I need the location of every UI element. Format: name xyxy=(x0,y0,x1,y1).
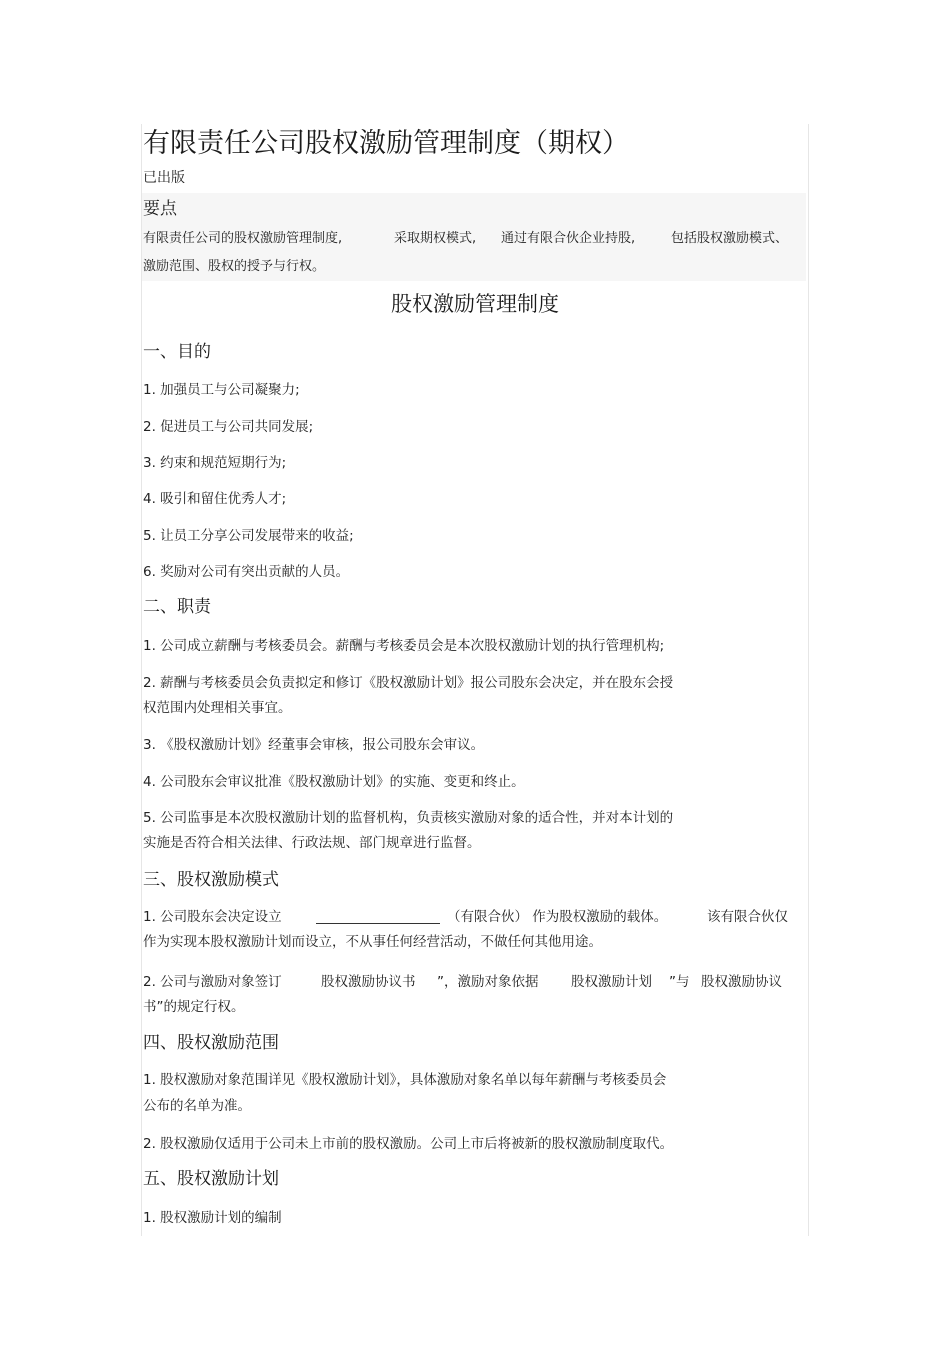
status-label: 已出版 xyxy=(143,170,185,186)
summary-text-1: 有限责任公司的股权激励管理制度, xyxy=(143,231,343,246)
list-item: 4. 吸引和留住优秀人才; xyxy=(143,491,287,507)
list-item: 2. 促进员工与公司共同发展; xyxy=(143,419,314,435)
blank-field xyxy=(316,907,440,927)
list-item: 5. 让员工分享公司发展带来的收益; xyxy=(143,528,354,544)
section-heading-purpose: 一、目的 xyxy=(143,342,211,362)
section-heading-model: 三、股权激励模式 xyxy=(143,870,279,890)
list-item-part: ”，激励对象依据 xyxy=(437,974,539,990)
list-item: 5. 公司监事是本次股权激励计划的监督机构，负责核实激励对象的适合性，并对本计划的 xyxy=(143,810,674,826)
summary-text-2: 采取期权模式, xyxy=(394,231,477,246)
list-item-continued: 权范围内处理相关事宜。 xyxy=(143,700,292,716)
blank-underline xyxy=(316,909,440,924)
list-item-tail: 该有限合伙仅 xyxy=(707,909,788,925)
list-item-part: 股权激励协议书 xyxy=(321,974,416,990)
list-item: 1. 股权激励对象范围详见《股权激励计划》，具体激励对象名单以每年薪酬与考核委员会 xyxy=(143,1072,667,1088)
summary-text-4: 包括股权激励模式、 xyxy=(671,231,789,246)
list-item-part: ”与 xyxy=(669,974,690,990)
document-title: 有限责任公司股权激励管理制度（期权） xyxy=(143,128,629,159)
list-item: 1. 加强员工与公司凝聚力; xyxy=(143,382,300,398)
summary-text-3: 通过有限合伙企业持股, xyxy=(501,231,636,246)
list-item: 2. 股权激励仅适用于公司未上市前的股权激励。公司上市后将被新的股权激励制度取代。 xyxy=(143,1136,674,1152)
body-title: 股权激励管理制度 xyxy=(391,292,559,316)
list-item: 6. 奖励对公司有突出贡献的人员。 xyxy=(143,564,350,580)
list-item: 1. 股权激励计划的编制 xyxy=(143,1210,282,1226)
list-item: 3. 《股权激励计划》经董事会审核，报公司股东会审议。 xyxy=(143,737,485,753)
list-item: 3. 约束和规范短期行为; xyxy=(143,455,287,471)
list-item-part: 股权激励协议 xyxy=(701,974,782,990)
summary-heading: 要点 xyxy=(143,199,177,219)
list-item-part: 2. 公司与激励对象签订 xyxy=(143,974,282,990)
section-heading-plan: 五、股权激励计划 xyxy=(143,1169,279,1189)
list-item: 2. 薪酬与考核委员会负责拟定和修订《股权激励计划》报公司股东会决定，并在股东会授 xyxy=(143,675,674,691)
list-item-continued: 实施是否符合相关法律、行政法规、部门规章进行监督。 xyxy=(143,835,481,851)
summary-text-5: 激励范围、股权的授予与行权。 xyxy=(143,259,326,274)
section-heading-scope: 四、股权激励范围 xyxy=(143,1033,279,1053)
list-item-prefix: 1. 公司股东会决定设立 xyxy=(143,909,282,925)
list-item-continued: 公布的名单为准。 xyxy=(143,1098,251,1114)
list-item-middle: （有限合伙） 作为股权激励的载体。 xyxy=(447,909,668,925)
list-item: 1. 公司成立薪酬与考核委员会。薪酬与考核委员会是本次股权激励计划的执行管理机构; xyxy=(143,638,665,654)
list-item-continued: 作为实现本股权激励计划而设立，不从事任何经营活动，不做任何其他用途。 xyxy=(143,934,602,950)
list-item: 4. 公司股东会审议批准《股权激励计划》的实施、变更和终止。 xyxy=(143,774,525,790)
list-item-continued: 书”的规定行权。 xyxy=(143,999,245,1015)
section-heading-duties: 二、职责 xyxy=(143,597,211,617)
list-item-part: 股权激励计划 xyxy=(571,974,652,990)
